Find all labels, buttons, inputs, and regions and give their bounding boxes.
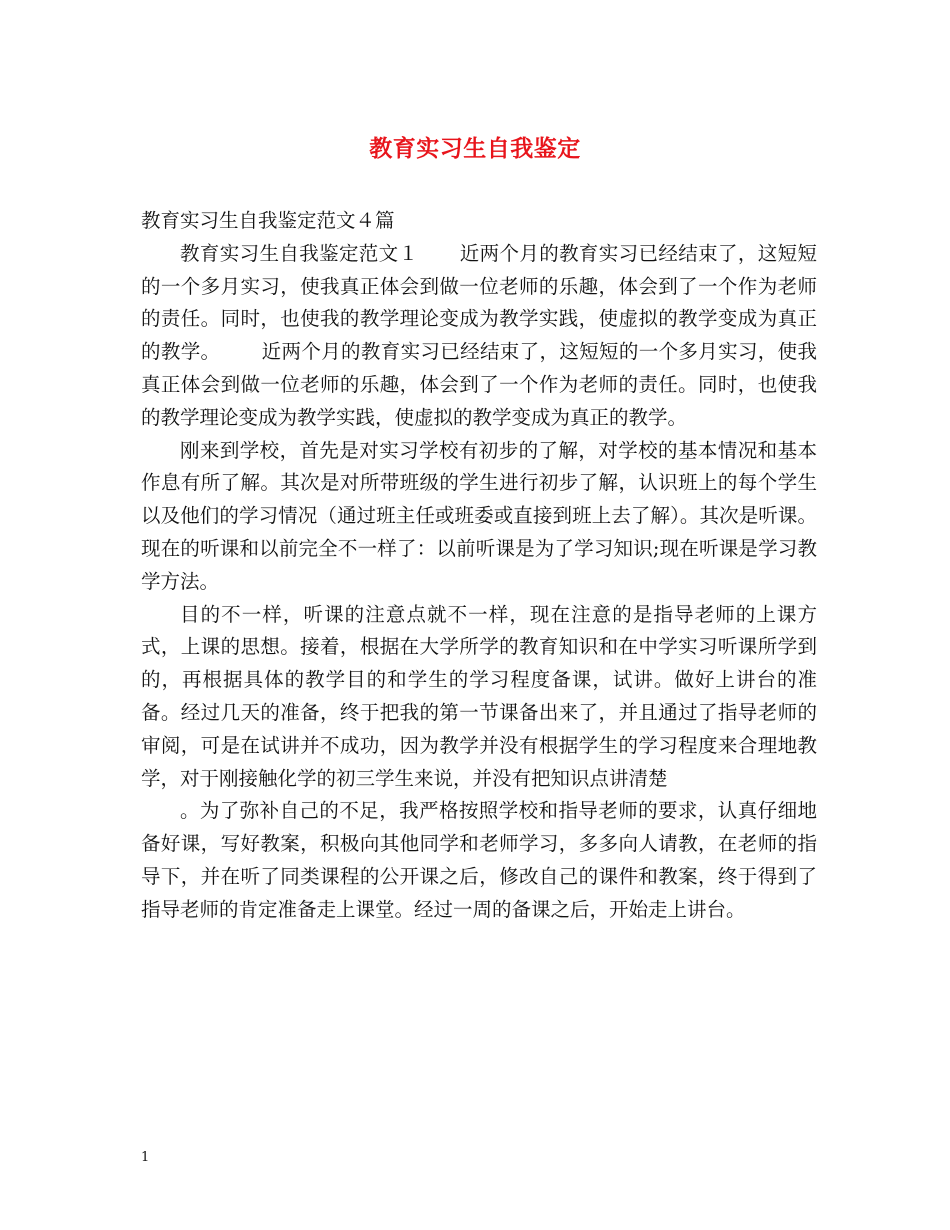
paragraph-1-part-2: 近两个月的教育实习已经结束了，这短短的一个多月实习，使我真正体会到做一位老师的乐趣，体会到了一个作为老师的责任。同时，也使我的教学理论变成为教学实践，使虚拟的教学变成为真正的教学。: [141, 340, 817, 429]
page-number: 1: [141, 1150, 150, 1165]
document-subtitle: 教育实习生自我鉴定范文４篇: [141, 209, 395, 232]
paragraph-4: 。为了弥补自己的不足，我严格按照学校和指导老师的要求，认真仔细地备好课，写好教案，积极向其他同学和老师学习，多多向人请教，在老师的指导下，并在听了同类课程的公开课之后，修改自己的课件和教案，终于得到了指导老师的肯定准备走上课堂。经过一周的备课之后，开始走上讲台。: [141, 799, 817, 921]
document-title: 教育实习生自我鉴定: [369, 135, 581, 162]
paragraph-3: 目的不一样，听课的注意点就不一样，现在注意的是指导老师的上课方式，上课的思想。接着，根据在大学所学的教育知识和在中学实习听课所学到的，再根据具体的教学目的和学生的学习程度备课，试讲。做好上讲台的准备。经过几天的准备，终于把我的第一节课备出来了，并且通过了指导老师的审阅，可是在试讲并不成功，因为教学并没有根据学生的学习程度来合理地教学，对于刚接触化学的初三学生来说，并没有把知识点讲清楚: [141, 602, 817, 790]
paragraph-2: 刚来到学校，首先是对实习学校有初步的了解，对学校的基本情况和基本作息有所了解。其次是对所带班级的学生进行初步了解，认识班上的每个学生以及他们的学习情况（通过班主任或班委或直接到班上去了解）。其次是听课。现在的听课和以前完全不一样了：以前听课是为了学习知识;现在听课是学习教学方法。: [141, 438, 817, 593]
paragraph-1-label: 教育实习生自我鉴定范文１: [180, 241, 419, 265]
document-body: [141, 205, 817, 927]
paragraph-1-part-1: 近两个月的教育实习已经结束了，这短短的一个多月实习，使我真正体会到做一位老师的乐趣，体会到了一个作为老师的责任。同时，也使我的教学理论变成为教学实践，使虚拟的教学变成为真正的教学。: [141, 241, 817, 364]
paragraph-1: [141, 238, 817, 435]
